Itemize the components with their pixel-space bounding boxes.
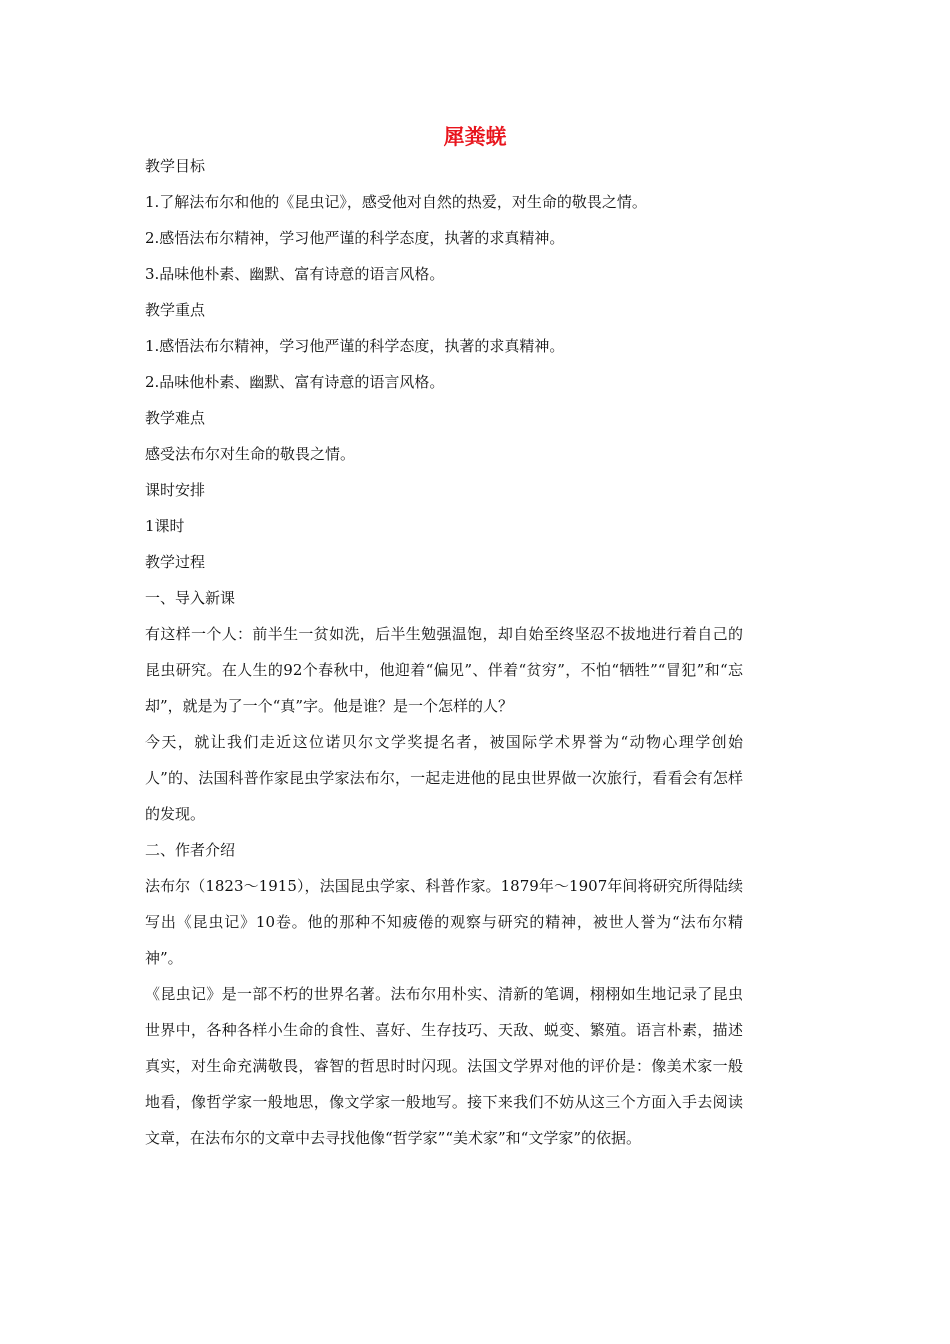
schedule-text: 1课时 — [145, 517, 185, 535]
section-heading-author: 二、作者介绍 — [145, 841, 236, 859]
objective-item: 3.品味他朴素、幽默、富有诗意的语言风格。 — [145, 265, 445, 283]
section-heading-intro: 一、导入新课 — [145, 589, 236, 607]
objective-item: 1.了解法布尔和他的《昆虫记》，感受他对自然的热爱，对生命的敬畏之情。 — [145, 193, 647, 211]
objectives-heading: 教学目标 — [145, 157, 206, 175]
difficulty-heading: 教学难点 — [145, 409, 206, 427]
key-point-item: 2.品味他朴素、幽默、富有诗意的语言风格。 — [145, 373, 445, 391]
document-title: 犀粪蜣 — [443, 125, 507, 149]
author-paragraph: 法布尔（1823～1915），法国昆虫学家、科普作家。1879年～1907年间将研究所得陆续写出《昆虫记》10卷。他的那种不知疲倦的观察与研究的精神，被世人誉为“法布尔精神”。 — [145, 877, 743, 967]
process-heading: 教学过程 — [145, 553, 206, 571]
schedule-heading: 课时安排 — [145, 481, 206, 499]
author-paragraph: 《昆虫记》是一部不朽的世界名著。法布尔用朴实、清新的笔调，栩栩如生地记录了昆虫世界中，各种各样小生命的食性、喜好、生存技巧、天敌、蜕变、繁殖。语言朴素，描述真实，对生命充满敬畏，睿智的哲思时时闪现。法国文学界对他的评价是：像美术家一般地看，像哲学家一般地思，像文学家一般地写。接下来我们不妨从这三个方面入手去阅读文章，在法布尔的文章中去寻找他像“哲学家”“美术家”和“文学家”的依据。 — [145, 985, 743, 1147]
key-point-item: 1.感悟法布尔精神，学习他严谨的科学态度，执著的求真精神。 — [145, 337, 565, 355]
objective-item: 2.感悟法布尔精神，学习他严谨的科学态度，执著的求真精神。 — [145, 229, 565, 247]
intro-paragraph: 今天，就让我们走近这位诺贝尔文学奖提名者，被国际学术界誉为“动物心理学创始人”的、法国科普作家昆虫学家法布尔，一起走进他的昆虫世界做一次旅行，看看会有怎样的发现。 — [145, 733, 743, 823]
document-body — [145, 148, 743, 1156]
key-points-heading: 教学重点 — [145, 301, 206, 319]
difficulty-text: 感受法布尔对生命的敬畏之情。 — [145, 445, 356, 463]
intro-paragraph: 有这样一个人：前半生一贫如洗，后半生勉强温饱，却自始至终坚忍不拔地进行着自己的昆虫研究。在人生的92个春秋中，他迎着“偏见”、伴着“贫穷”，不怕“牺牲”“冒犯”和“忘却”，就是为了一个“真”字。他是谁？是一个怎样的人？ — [145, 625, 743, 715]
